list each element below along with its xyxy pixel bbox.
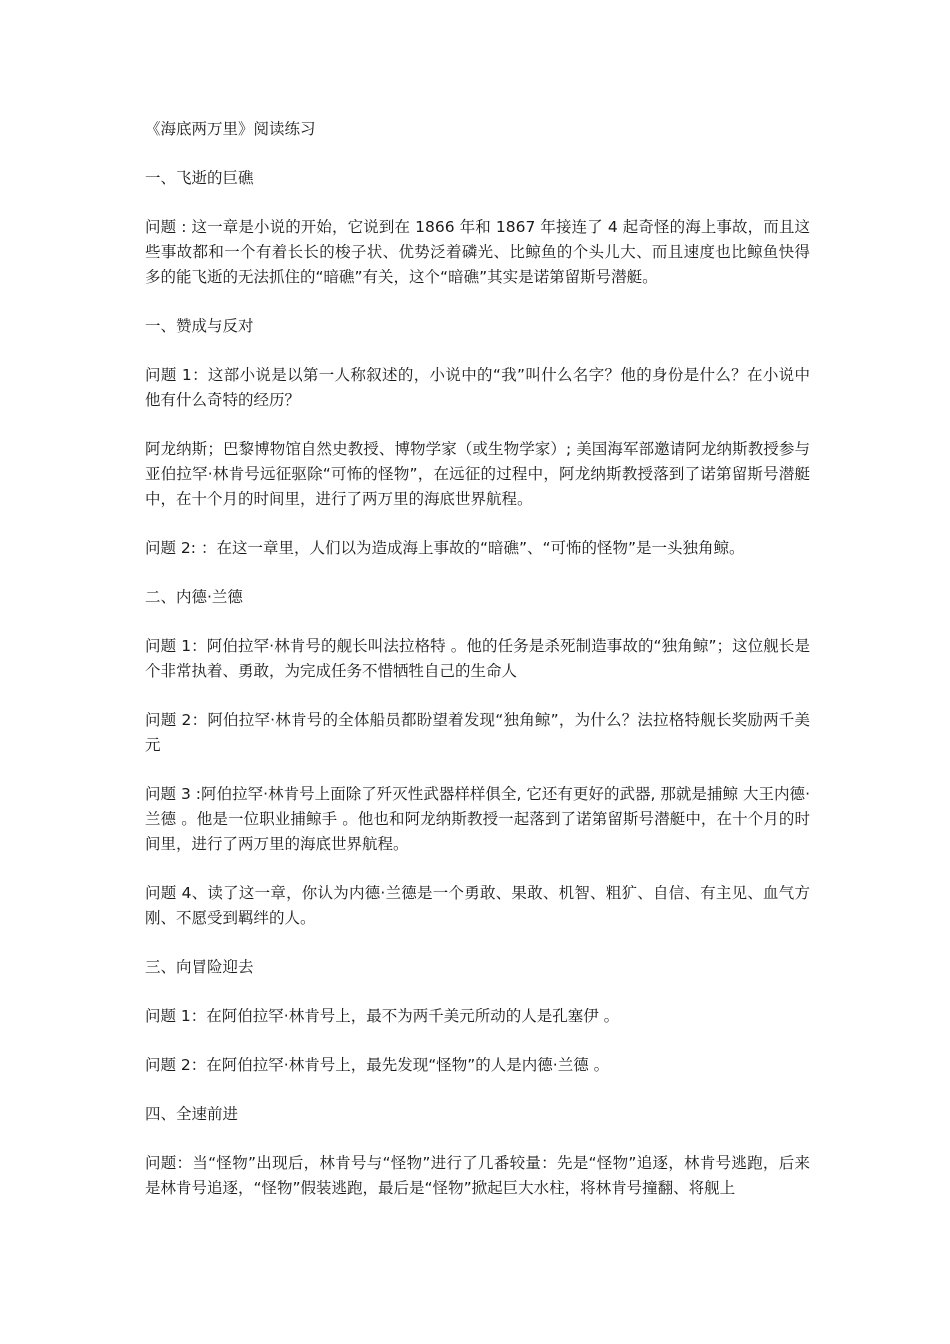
question-paragraph: 问题 2: ：在这一章里，人们以为造成海上事故的“暗礁”、“可怖的怪物”是一头独角鲸。 bbox=[145, 539, 745, 557]
section-heading: 二、内德·兰德 bbox=[145, 588, 243, 606]
section-heading: 四、全速前进 bbox=[145, 1105, 239, 1123]
question-paragraph: 问题 3 :阿伯拉罕·林肯号上面除了歼灭性武器样样俱全, 它还有更好的武器, 那就是捕鲸 大王内德·兰德 。他是一位职业捕鲸手 。他也和阿龙纳斯教授一起落到了诺第留斯号潜艇中，在十个月的时间里，进行了两万里的海底世界航程。 bbox=[145, 785, 810, 853]
section-heading: 三、向冒险迎去 bbox=[145, 958, 254, 976]
question-paragraph: 问题 1：阿伯拉罕·林肯号的舰长叫法拉格特 。他的任务是杀死制造事故的“独角鲸”；这位舰长是个非常执着、勇敢，为完成任务不惜牺牲自己的生命人 bbox=[145, 637, 810, 680]
question-paragraph: 问题 1：在阿伯拉罕·林肯号上，最不为两千美元所动的人是孔塞伊 。 bbox=[145, 1007, 620, 1025]
question-paragraph: 问题 : 这一章是小说的开始，它说到在 1866 年和 1867 年接连了 4 起奇怪的海上事故，而且这些事故都和一个有着长长的梭子状、优势泛着磷光、比鲸鱼的个头儿大、而且速度也比鲸鱼快得多的能飞逝的无法抓住的“暗礁”有关，这个“暗礁”其实是诺第留斯号潜艇。 bbox=[145, 218, 810, 286]
question-paragraph: 问题 2：在阿伯拉罕·林肯号上，最先发现“怪物”的人是内德·兰德 。 bbox=[145, 1056, 610, 1074]
section-heading: 一、赞成与反对 bbox=[145, 317, 254, 335]
document-title: 《海底两万里》阅读练习 bbox=[145, 120, 316, 138]
question-paragraph: 问题 2：阿伯拉罕·林肯号的全体船员都盼望着发现“独角鲸”，为什么？法拉格特舰长奖励两千美元 bbox=[145, 711, 810, 754]
question-paragraph: 问题 4、读了这一章，你认为内德·兰德是一个勇敢、果敢、机智、粗犷、自信、有主见、血气方刚、不愿受到羁绊的人。 bbox=[145, 884, 810, 927]
section-heading: 一、飞逝的巨礁 bbox=[145, 169, 254, 187]
question-paragraph: 问题 1：这部小说是以第一人称叙述的，小说中的“我”叫什么名字？他的身份是什么？在小说中他有什么奇特的经历？ bbox=[145, 366, 810, 409]
document-body bbox=[145, 117, 810, 1225]
answer-paragraph: 阿龙纳斯；巴黎博物馆自然史教授、博物学家（或生物学家）; 美国海军部邀请阿龙纳斯教授参与亚伯拉罕·林肯号远征驱除“可怖的怪物”，在远征的过程中，阿龙纳斯教授落到了诺第留斯号潜艇中，在十个月的时间里，进行了两万里的海底世界航程。 bbox=[145, 440, 810, 508]
question-paragraph: 问题：当“怪物”出现后，林肯号与“怪物”进行了几番较量：先是“怪物”追逐，林肯号逃跑，后来是林肯号追逐，“怪物”假装逃跑，最后是“怪物”掀起巨大水柱，将林肯号撞翻、将舰上 bbox=[145, 1154, 810, 1197]
